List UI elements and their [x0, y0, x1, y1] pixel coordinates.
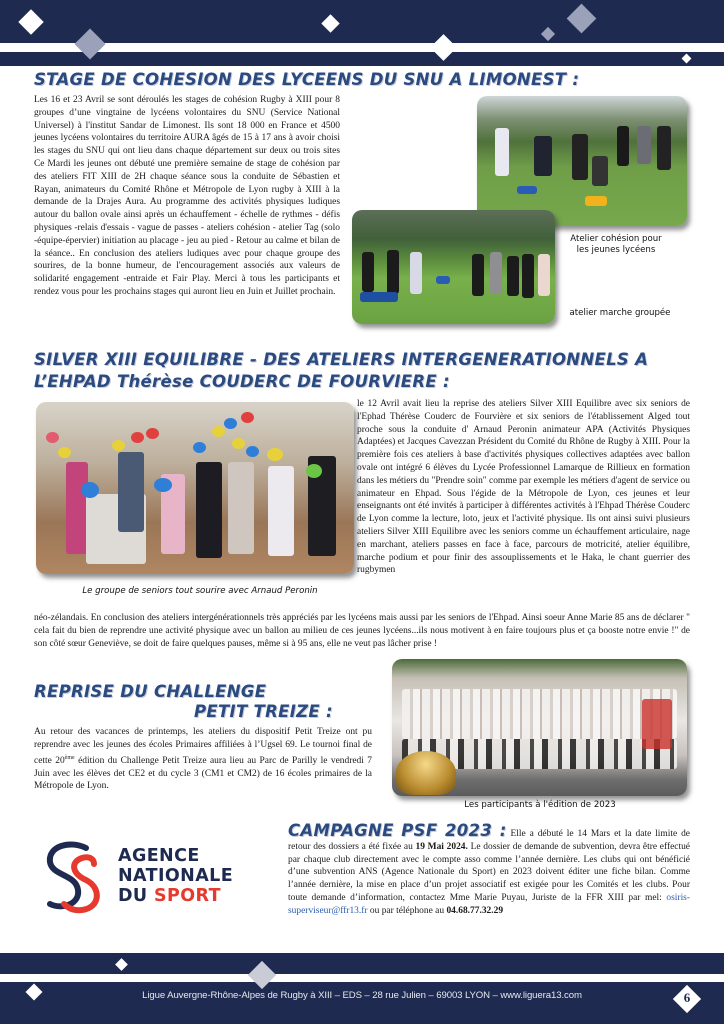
section-title-petit-treize-line1: REPRISE DU CHALLENGE — [34, 682, 267, 701]
petit-treize-body-part1: Au retour des vacances de printemps, les ateliers du dispositif Petit Treize ont pu reprendre avec les jeunes des écoles Primaires affiliées à l’Ugsel 69. Le tournoi final de cette 20 — [34, 727, 372, 766]
ball — [267, 448, 283, 461]
section-title-psf: CAMPAGNE PSF 2023 : — [288, 821, 507, 840]
photo-marche-groupee — [352, 210, 555, 324]
ans-line1: AGENCE — [118, 846, 200, 866]
ans-logo-text — [118, 846, 233, 906]
tackle-pad — [436, 276, 450, 284]
psf-deadline: 19 Mai 2024. — [415, 841, 468, 852]
ball — [193, 442, 206, 453]
ball — [154, 478, 172, 492]
psf-phone-intro: ou par téléphone au — [367, 905, 447, 916]
section-title-petit-treize-line2: PETIT TREIZE : — [194, 702, 333, 721]
person-figure — [495, 128, 509, 176]
tackle-pad — [585, 196, 607, 206]
ball — [241, 412, 254, 423]
person-figure — [472, 254, 484, 296]
caption-petit-treize: Les participants à l'édition de 2023 — [464, 800, 616, 810]
psf-phone: 04.68.77.32.29 — [446, 905, 504, 916]
psf-article — [288, 822, 690, 918]
ball — [46, 432, 59, 443]
ball — [212, 426, 225, 437]
person-figure — [507, 256, 519, 296]
person-figure — [410, 252, 422, 294]
ans-line2: NATIONALE — [118, 866, 234, 886]
ball — [81, 482, 99, 498]
ball — [232, 438, 245, 449]
person-figure — [362, 252, 374, 292]
snu-article-body: Les 16 et 23 Avril se sont déroulés les stages de cohésion Rugby à XIII pour 8 groupes d’une vingtaine de lycéens volontaires du SNU (Service National Universel) à l'institut Sandar de Limonest. Ils sont 18 000 en France et 4500 jeunes lycéens volontaires du territoire AURA âgés de 15 à 17 ans à avoir choisi les stages du SNU qui ont lieu dans chaque département sur deux ou trois sites Ce Mardi les jeunes ont débuté une première semaine de stage de cohésion par des ateliers FIT XIII de 2H chaque séance sous la conduite de Sébastien et Rayan, animateurs du Comité Rhône et Métropole de Lyon rugby à XIII à la demande de la Drajes Aura. Au programme des activités physiques ludiques autour du ballon ovale ainsi après un échauffement - échelle de rythmes - défis physiques -relais d'essais - vague de passes - ateliers cohésion - atelier Tag (solo -équipe-épervier) initiation au placage - jeu au pied - Retour au calme et bilan de la séance.. En conclusion des ateliers ludiques avec pour chaque groupe des sourires, de la bonne humeur, de l'encouragement associés aux valeurs de solidarité engagement -entraide et Fair Play. Merci à tous les participants et rendez vous pour les prochains stages qui auront lieu en Juin et Juillet prochain. — [34, 95, 340, 297]
photo-atelier-cohesion — [477, 96, 687, 226]
footer-address: Ligue Auvergne-Rhône-Alpes de Rugby à XIII – EDS – 28 rue Julien – 69003 LYON – www.liguera13.com — [142, 990, 582, 1001]
trophy-icon — [396, 751, 456, 795]
ans-line3-sport: SPORT — [154, 886, 221, 906]
person-figure — [387, 250, 399, 294]
crowd — [402, 689, 677, 739]
person-figure — [538, 254, 550, 296]
petit-treize-superscript: ème — [64, 754, 75, 761]
person-figure — [66, 462, 88, 554]
ans-logo — [42, 838, 262, 918]
person-figure — [642, 699, 672, 749]
person-figure — [637, 126, 651, 164]
caption-atelier-cohesion: Atelier cohésion pour les jeunes lycéens — [570, 234, 662, 255]
footer-band — [0, 953, 724, 1024]
caption-seniors: Le groupe de seniors tout sourire avec Arnaud Peronin — [82, 586, 318, 596]
ball — [224, 418, 237, 429]
person-figure — [657, 126, 671, 170]
ans-line3-du: DU — [118, 886, 155, 906]
person-figure — [490, 252, 502, 294]
petit-treize-article-body — [34, 726, 372, 793]
ball — [246, 446, 259, 457]
ball — [131, 432, 144, 443]
person-figure — [228, 462, 254, 554]
ans-s-logo-icon — [42, 838, 112, 918]
caption-marche-groupee: atelier marche groupée — [569, 308, 671, 318]
person-figure — [118, 452, 144, 532]
page-number: 6 — [683, 990, 691, 1005]
person-figure — [592, 156, 608, 186]
header-band — [0, 0, 724, 66]
section-title-silver-line1: SILVER XIII EQUILIBRE - DES ATELIERS INTERGENERATIONNELS A — [34, 350, 649, 369]
section-title-snu: STAGE DE COHESION DES LYCEENS DU SNU A LIMONEST : — [34, 70, 580, 89]
tackle-pad — [517, 186, 537, 194]
person-figure — [196, 462, 222, 558]
person-figure — [534, 136, 552, 176]
psf-email-link[interactable]: osiris-superviseur@ffr13.fr — [288, 892, 690, 916]
person-figure — [522, 254, 534, 298]
ball — [146, 428, 159, 439]
psf-body: Le dossier de demande de subvention, devra être effectué par chaque club directement avec le compte asso comme l’année dernière. Les clubs qui ont bénéficié d’une subvention ANS (Agence Nationale du Sport) en 2023 doivent éditer une fiche bilan. Comme l’année dernière, la mise en place d’un projet associatif est exigée pour les Comités et les clubs. Pour toute demande d’information, contactez Mme Marie Puyau, Juriste de la FFR XIII par mel: — [288, 841, 690, 903]
person-figure — [572, 134, 588, 180]
ball — [306, 464, 322, 478]
ball — [112, 440, 125, 451]
silver-article-body-continued: néo-zélandais. En conclusion des ateliers intergénérationnels très appréciés par les lycéens mais aussi par les seniors de l'Ehpad. Ainsi soeur Anne Marie 85 ans de déclarer " cela fait du bien de reprendre une activité physique avec un ballon au milieu de ces jeunes lycéens...ils nous motivent à en faire toujours plus et ça booste notre envie !" de son côté sœur Geneviève, se doit de faire quelques pauses, même si à 95 ans, elle ne veut pas lâcher prise ! — [34, 613, 690, 649]
person-figure — [617, 126, 629, 166]
person-figure — [268, 466, 294, 556]
tackle-pad — [360, 292, 398, 302]
header-stripe — [0, 43, 724, 52]
footer-stripe — [0, 974, 724, 982]
section-title-silver-line2: L’EHPAD Thérèse COUDERC DE FOURVIERE : — [34, 372, 450, 391]
photo-petit-treize-participants — [392, 659, 687, 796]
silver-article-body: le 12 Avril avait lieu la reprise des ateliers Silver XIII Equilibre avec six seniors de l'Ephad Thérèse Couderc de Fourvière et six seniors de l'établissement Alged tout proche sous la conduite d' Arnaud Peronin animateur APA (Activités Physiques Adaptées) et Jacques Cavezzan Président du Comité du Rhône de Rugby à XIII. Pour la première fois ces ateliers à base d'activités physiques collectives adaptées avec ballon ovale ont intégré 6 élèves du Lycée Professionnel Lamarque de Rillieux en formation dans les métiers du "Prendre soin" comme par exemple les métiers d'agent de service ou animateur en Ehpad. Sous l'égide de la Métropole de Lyon, ces jeunes et leur enseignants ont été invités à participer à différentes activités à l'Ehpad Thérèse Couderc de Lyon comme la lecture, loto, jeux et l'activité physique. Ils ont ainsi suivi plusieurs ateliers Silver XIII Equilibre avec les seniors comme un échauffement articulaire, nage en marchant, ateliers passes en face à face, parcours de motricité, atelier équilibre, marche podium et pour finir des assouplissements et le Haka, le chant guerrier des rugbymen — [357, 399, 690, 576]
ans-line3 — [118, 886, 233, 906]
psf-intro: Elle a débuté le 14 Mars et la date limite de retour des dossiers a été fixée au — [288, 829, 690, 852]
page-number-badge — [672, 984, 702, 1014]
petit-treize-body-part2: édition du Challenge Petit Treize aura lieu au Parc de Parilly le vendredi 7 Juin avec les élèves det CE2 et du cycle 3 (CM1 et CM2) de 16 écoles primaires de la Métropole de Lyon. — [34, 755, 372, 792]
photo-seniors-group — [36, 402, 354, 574]
ball — [58, 447, 71, 458]
